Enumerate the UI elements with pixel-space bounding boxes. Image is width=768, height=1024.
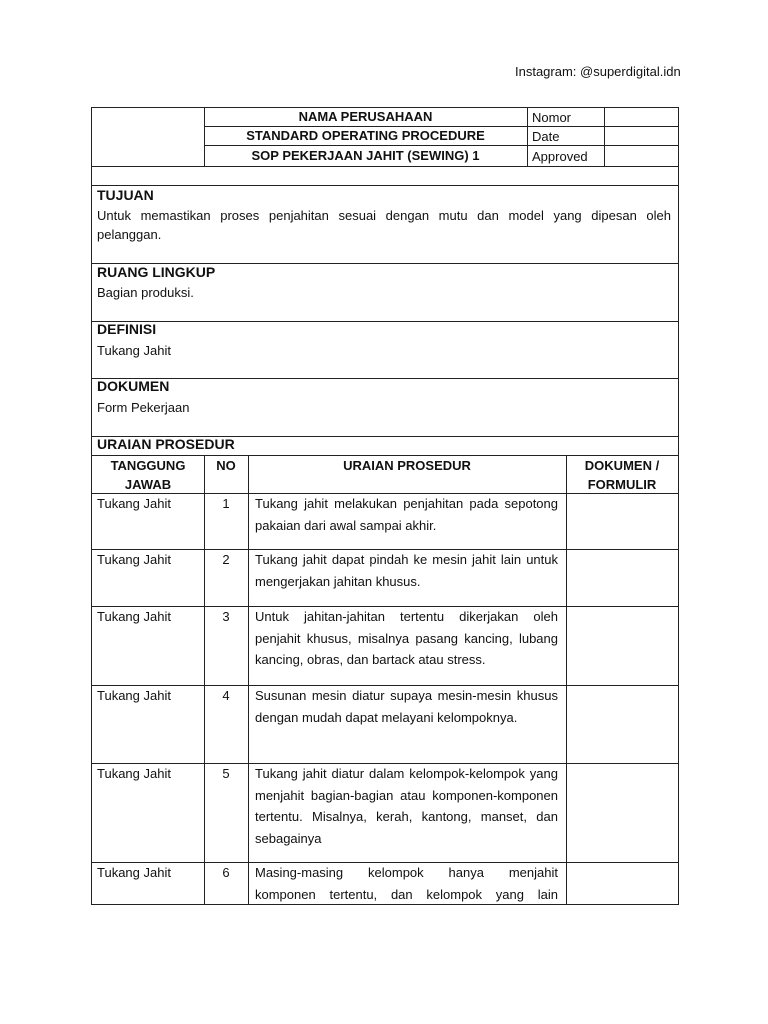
table-row-5-desc: Tukang jahit diatur dalam kelompok-kelompok yang menjahit bagian-bagian atau komponen-komponen tertentu. Misalnya, kerah, kantong, manset, dan sebagainya [255,766,558,846]
table-row-5-no: 5 [222,766,230,781]
definisi-text: Tukang Jahit [97,343,171,358]
table-row-3-no: 3 [222,609,230,624]
table-row-1-no: 1 [222,496,230,511]
ruang-lingkup-text: Bagian produksi. [97,285,194,300]
definisi-title: DEFINISI [97,321,157,337]
ruang-lingkup-title: RUANG LINGKUP [97,264,216,280]
table-row-6-no: 6 [222,865,230,880]
dokumen-title: DOKUMEN [97,378,170,394]
table-row-2-desc: Tukang jahit dapat pindah ke mesin jahit lain untuk mengerjakan jahitan khusus. [255,552,558,589]
approved-label: Approved [532,149,588,164]
col-header-tanggung-jawab: TANGGUNG JAWAB [110,458,186,492]
dokumen-text: Form Pekerjaan [97,400,190,415]
col-header-no: NO [216,458,236,473]
table-row-3-desc: Untuk jahitan-jahitan tertentu dikerjakan oleh penjahit khusus, misalnya pasang kancing, lubang kancing, obras, dan bartack atau stress. [255,609,558,667]
table-row-1-pj: Tukang Jahit [97,496,171,511]
sop-title: SOP PEKERJAAN JAHIT (SEWING) 1 [251,148,480,163]
uraian-prosedur-title: URAIAN PROSEDUR [97,436,235,452]
table-row-3-pj: Tukang Jahit [97,609,171,624]
table-row-2-pj: Tukang Jahit [97,552,171,567]
company-name: NAMA PERUSAHAAN [298,109,433,124]
table-row-1-desc: Tukang jahit melakukan penjahitan pada sepotong pakaian dari awal sampai akhir. [255,496,558,533]
col-header-uraian: URAIAN PROSEDUR [343,458,471,473]
sop-type: STANDARD OPERATING PROCEDURE [246,128,485,143]
table-row-5-pj: Tukang Jahit [97,766,171,781]
col-header-dokumen: DOKUMEN / FORMULIR [584,458,660,492]
table-row-4-pj: Tukang Jahit [97,688,171,703]
nomor-label: Nomor [532,110,572,125]
tujuan-text: Untuk memastikan proses penjahitan sesuai dengan mutu dan model yang dipesan oleh pelanggan. [97,208,671,242]
table-row-4-no: 4 [222,688,230,703]
tujuan-title: TUJUAN [97,187,154,203]
table-row-4-desc: Susunan mesin diatur supaya mesin-mesin khusus dengan mudah dapat melayani kelompoknya. [255,688,558,725]
table-row-2-no: 2 [222,552,230,567]
table-row-6-desc: Masing-masing kelompok hanya menjahit komponen tertentu, dan kelompok yang lain [255,865,558,902]
table-row-6-pj: Tukang Jahit [97,865,171,880]
instagram-handle: Instagram: @superdigital.idn [515,64,681,79]
date-label: Date [532,129,560,144]
